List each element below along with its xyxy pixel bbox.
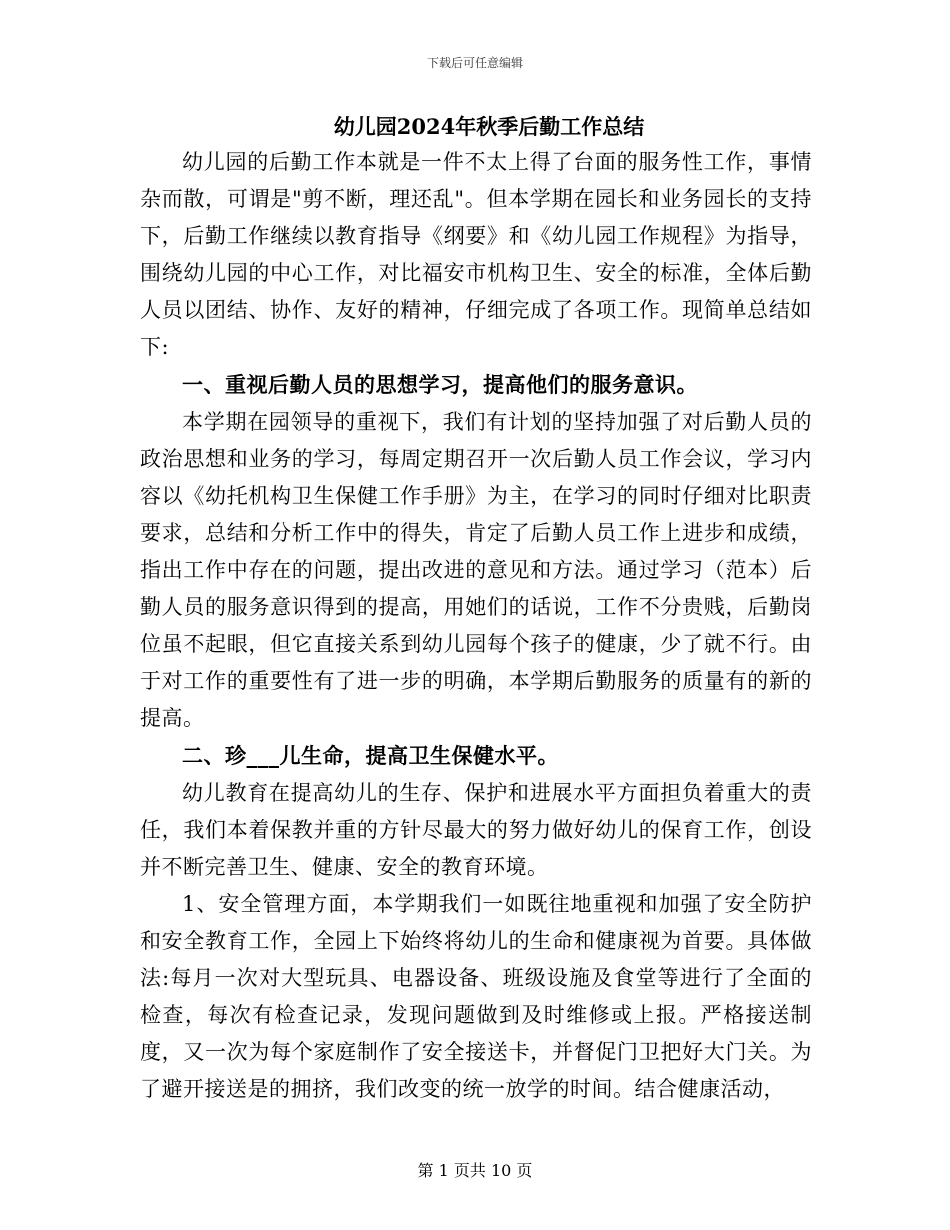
page-header: 下载后可任意编辑 xyxy=(426,56,523,70)
document-title: 幼儿园2024年秋季后勤工作总结 xyxy=(333,114,645,139)
section-1-heading: 一、重视后勤人员的思想学习，提高他们的服务意识。 xyxy=(182,372,698,397)
section-1-paragraph: 本学期在园领导的重视下，我们有计划的坚持加强了对后勤人员的政治思想和业务的学习，每周定期召开一次后勤人员工作会议，学习内容以《幼托机构卫生保健工作手册》为主，在学习的同时仔细对比职责要求，总结和分析工作中的得失，肯定了后勤人员工作上进步和成绩，指出工作中存在的问题，提出改进的意见和方法。通过学习（范本）后勤人员的服务意识得到的提高，用她们的话说，工作不分贵贱，后勤岗位虽不起眼，但它直接关系到幼儿园每个孩子的健康，少了就不行。由于对工作的重要性有了进一步的明确，本学期后勤服务的质量有的新的提高。 xyxy=(140,410,812,730)
section-2-heading: 二、珍___儿生命，提高卫生保健水平。 xyxy=(182,743,559,768)
document-body xyxy=(140,110,812,1108)
intro-paragraph: 幼儿园的后勤工作本就是一件不太上得了台面的服务性工作，事情杂而散，可谓是"剪不断，理还乱"。但本学期在园长和业务园长的支持下，后勤工作继续以教育指导《纲要》和《幼儿园工作规程》为指导，围绕幼儿园的中心工作，对比福安市机构卫生、安全的标准，全体后勤人员以团结、协作、友好的精神，仔细完成了各项工作。现简单总结如下: xyxy=(140,150,812,359)
item-1-paragraph: 1、安全管理方面，本学期我们一如既往地重视和加强了安全防护和安全教育工作，全园上下始终将幼儿的生命和健康视为首要。具体做法:每月一次对大型玩具、电器设备、班级设施及食堂等进行了全面的检查，每次有检查记录，发现问题做到及时维修或上报。严格接送制度，又一次为每个家庭制作了安全接送卡，并督促门卫把好大门关。为了避开接送是的拥挤，我们改变的统一放学的时间。结合健康活动， xyxy=(140,892,812,1101)
page-number: 第 1 页共 10 页 xyxy=(417,1161,533,1180)
section-2-paragraph: 幼儿教育在提高幼儿的生存、保护和进展水平方面担负着重大的责任，我们本着保教并重的方针尽最大的努力做好幼儿的保育工作，创设并不断完善卫生、健康、安全的教育环境。 xyxy=(140,781,812,879)
